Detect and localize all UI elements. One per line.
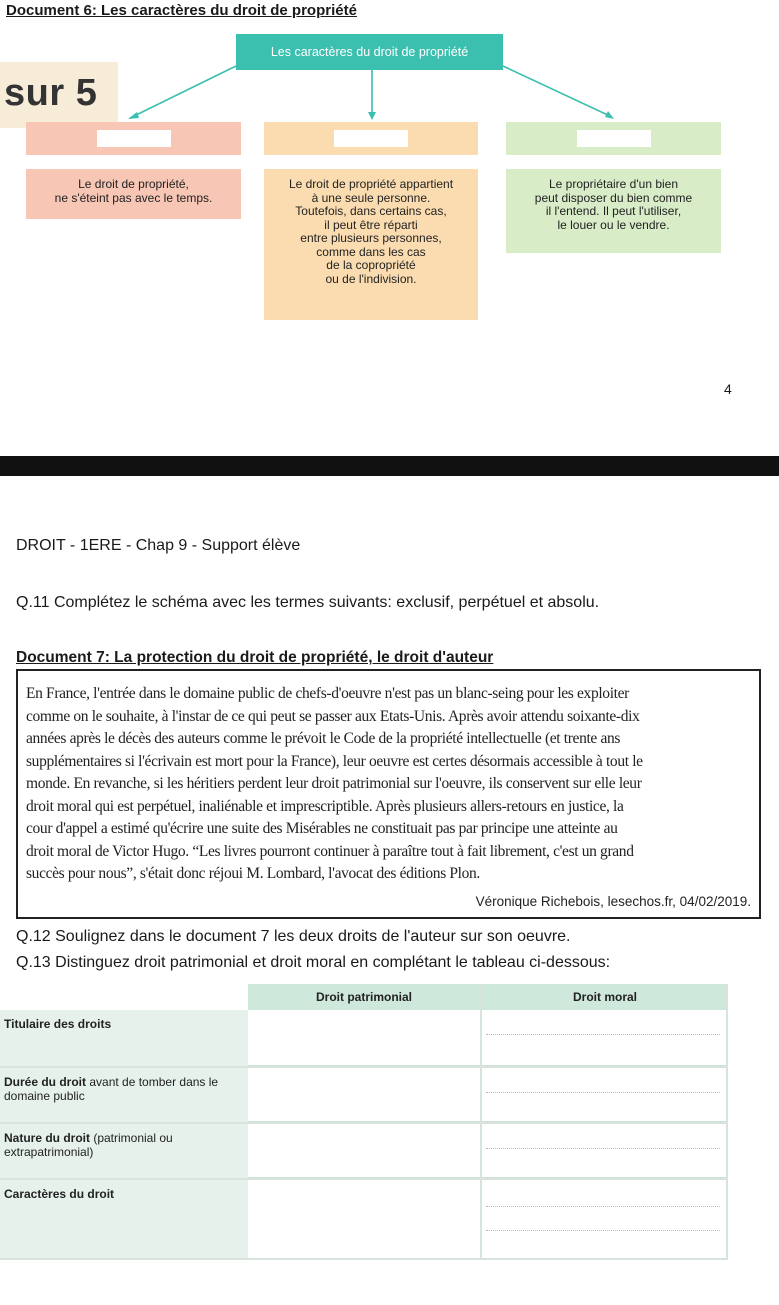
course-header: DROIT - 1ERE - Chap 9 - Support élève xyxy=(16,537,301,554)
page-separator-bar xyxy=(0,456,779,476)
diagram-col-3-header xyxy=(506,122,721,155)
diagram-root-box xyxy=(236,34,503,70)
answer-cell[interactable] xyxy=(248,1068,480,1122)
diagram-text-line: comme dans les cas xyxy=(316,244,426,259)
row-label-rest: avant de tomber dans le domaine public xyxy=(4,1075,219,1103)
text-line: cour d'appel a estimé qu'écrire une suite des Misérables ne constituait pas par principe une atteinte au xyxy=(26,820,618,837)
row-label-bold: Durée du droit xyxy=(4,1075,87,1089)
dotted-line xyxy=(486,1148,720,1149)
diagram-text-line: de la copropriété xyxy=(326,258,416,272)
diagram-text-line: il peut être réparti xyxy=(324,217,418,232)
diagram-text-line: ou de l'indivision. xyxy=(325,271,417,286)
text-line: années après le décès des auteurs comme le prévoit le Code de la propriété intellectuelle (et trente ans xyxy=(26,730,621,747)
table-row-label xyxy=(0,1010,248,1066)
question-11: Q.11 Complétez le schéma avec les termes suivants: exclusif, perpétuel et absolu. xyxy=(16,594,600,611)
page-overlay-label: sur 5 xyxy=(0,62,118,128)
dotted-line xyxy=(486,1092,720,1093)
diagram-col-1-box xyxy=(26,169,241,219)
table-row-label xyxy=(0,1180,248,1260)
question-13: Q.13 Distinguez droit patrimonial et droit moral en complétant le tableau ci-dessous: xyxy=(16,954,611,971)
document-7-text xyxy=(26,683,745,886)
blank-answer-field-1[interactable] xyxy=(97,130,171,147)
answer-cell[interactable] xyxy=(248,1180,480,1260)
table-header-patrimonial: Droit patrimonial xyxy=(248,984,480,1010)
diagram-root-label: Les caractères du droit de propriété xyxy=(270,45,469,59)
answer-cell[interactable] xyxy=(482,1068,728,1122)
diagram-col-2-box xyxy=(264,169,478,320)
dotted-line xyxy=(486,1206,720,1207)
table-divider xyxy=(0,1122,728,1124)
table-divider xyxy=(0,1066,728,1068)
diagram-col-3-box xyxy=(506,169,721,253)
blank-answer-field-3[interactable] xyxy=(577,130,651,147)
rights-comparison-table xyxy=(0,984,728,1260)
diagram-text-line: Toutefois, dans certains cas, xyxy=(295,204,447,218)
answer-cell[interactable] xyxy=(248,1010,480,1066)
row-label-rest: (patrimonial ou extrapatrimonial) xyxy=(4,1131,173,1159)
text-line: droit moral de Victor Hugo. “Les livres pourront continuer à paraître tout à fait librement, c'est un grand xyxy=(26,842,634,860)
blank-answer-field-2[interactable] xyxy=(334,130,408,147)
row-label-bold: Titulaire des droits xyxy=(4,1017,112,1031)
text-line: En France, l'entrée dans le domaine public de chefs-d'oeuvre n'est pas un blanc-seing pour les exploiter xyxy=(26,685,629,702)
answer-cell[interactable] xyxy=(482,1010,728,1066)
question-12: Q.12 Soulignez dans le document 7 les deux droits de l'auteur sur son oeuvre. xyxy=(16,928,571,945)
text-line: droit moral qui est perpétuel, inaliénable et imprescriptible. Après plusieurs allers-retours en justice, la xyxy=(26,797,624,815)
diagram-col-1-header xyxy=(26,122,241,155)
row-label-bold: Caractères du droit xyxy=(4,1187,115,1201)
text-line: supplémentaires si l'écrivain est mort pour la France), leur oeuvre est certes désormais accessible à tout le xyxy=(26,752,643,770)
document-7-box xyxy=(16,669,761,919)
diagram-text-line: Le droit de propriété appartient xyxy=(288,177,454,191)
dotted-line xyxy=(486,1230,720,1231)
table-header-moral: Droit moral xyxy=(482,984,728,1010)
document-7-source: Véronique Richebois, lesechos.fr, 04/02/2019. xyxy=(475,894,751,909)
diagram-text-line: Le propriétaire d'un bien xyxy=(548,177,679,191)
table-row-label xyxy=(0,1068,248,1122)
table-divider xyxy=(0,1178,728,1180)
table-row-label xyxy=(0,1124,248,1178)
text-line: comme on le souhaite, à l'instar de ce qui peut se passer aux Etats-Unis. Après avoir attendu soixante-dix xyxy=(26,707,640,725)
text-line: succès pour nous”, s'était donc réjoui M. Lombard, l'avocat des éditions Plon. xyxy=(26,865,480,882)
diagram-text-line: peut disposer du bien comme xyxy=(534,190,693,205)
answer-cell[interactable] xyxy=(482,1180,728,1260)
diagram-col-2-header xyxy=(264,122,478,155)
page-number: 4 xyxy=(724,381,732,397)
diagram-text-line: à une seule personne. xyxy=(311,190,431,205)
document-6-title: Document 6: Les caractères du droit de propriété xyxy=(6,2,357,19)
table-divider xyxy=(0,1258,728,1260)
diagram-text-line: Le droit de propriété, xyxy=(78,177,189,191)
answer-cell[interactable] xyxy=(482,1124,728,1178)
diagram-text-line: ne s'éteint pas avec le temps. xyxy=(54,190,213,205)
diagram-text-line: le louer ou le vendre. xyxy=(557,217,670,232)
answer-cell[interactable] xyxy=(248,1124,480,1178)
document-7-title: Document 7: La protection du droit de propriété, le droit d'auteur xyxy=(16,649,494,666)
diagram-text-line: entre plusieurs personnes, xyxy=(300,231,442,245)
dotted-line xyxy=(486,1034,720,1035)
row-label-bold: Nature du droit xyxy=(4,1131,90,1145)
text-line: monde. En revanche, si les héritiers perdent leur droit patrimonial sur l'oeuvre, ils conservent sur elle leur xyxy=(26,775,642,792)
diagram-text-line: il l'entend. Il peut l'utiliser, xyxy=(545,204,682,218)
